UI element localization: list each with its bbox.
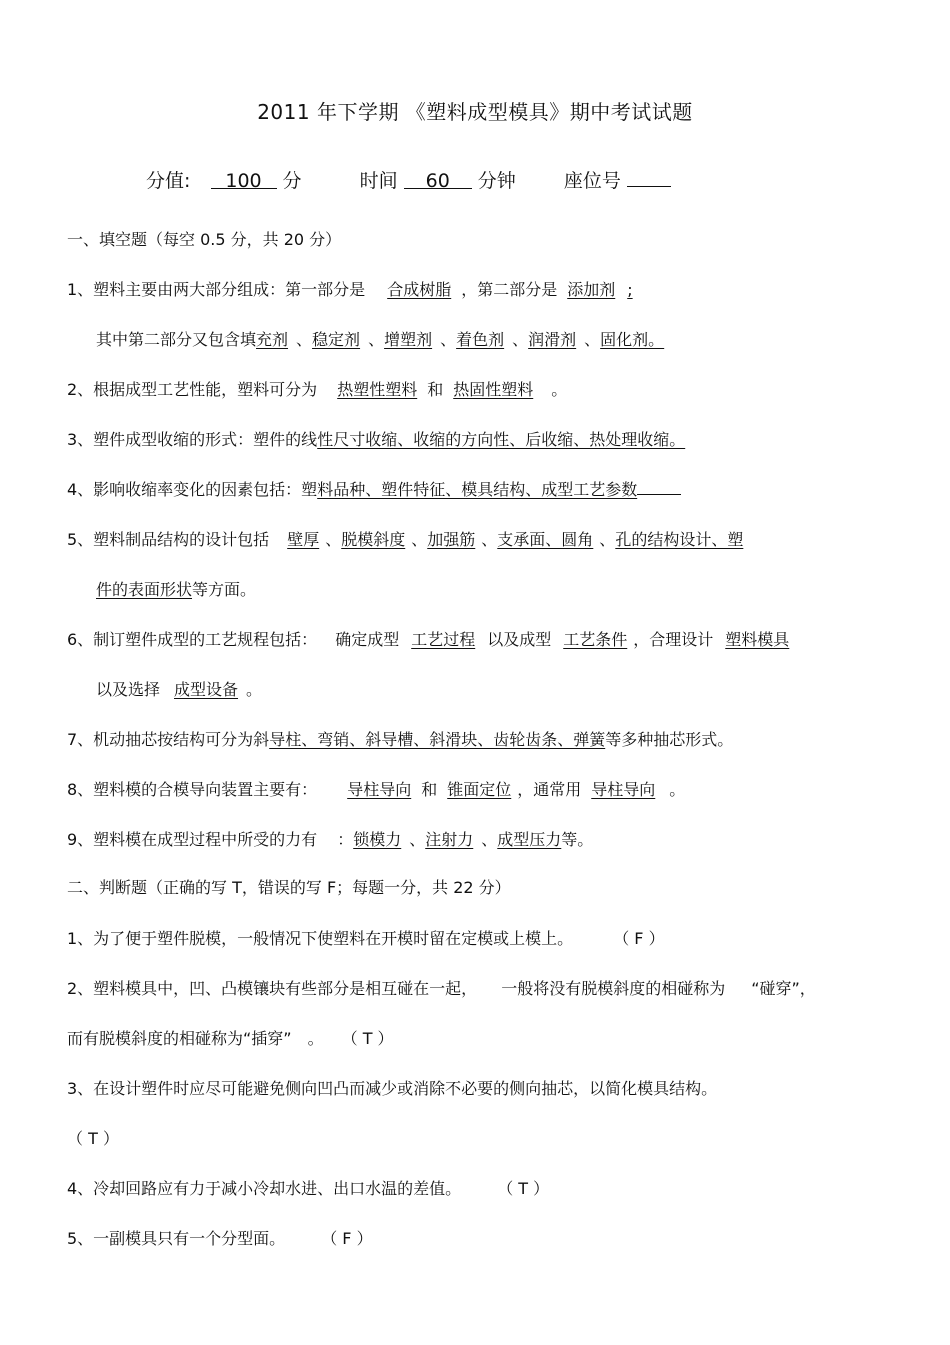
time-label: 时间 [359,170,398,192]
judgment-5: 5、一副模具只有一个分型面。 （ F ） [67,1229,373,1248]
answer-blank: 润滑剂 [528,330,577,349]
answer-blank: 增塑剂 [384,330,433,349]
answer-blank: 塑料模具 [725,630,790,649]
judgment-answer: （ F ） [613,929,665,948]
time-blank [404,170,472,192]
question-4: 4、影响收缩率变化的因素包括：塑料品种、塑件特征、模具结构、成型工艺参数 [67,478,890,502]
judgment-answer: （ F ） [321,1229,373,1248]
score-unit: 分 [282,170,302,192]
answer-blank: 壁厚 [287,530,320,549]
judgment-answer: （ T ） [497,1179,550,1198]
question-7: 7、机动抽芯按结构可分为斜导柱、弯销、斜导槽、斜滑块、齿轮齿条、弹簧等多种抽芯形式。 [67,730,734,749]
answer-blank: 导柱、弯销、斜导槽、斜滑块、齿轮齿条、弹簧 [269,730,606,749]
answer-blank: 工艺过程 [411,630,476,649]
section1-heading: 一、填空题（每空 0.5 分，共 20 分） [67,230,342,249]
question-5: 5、塑料制品结构的设计包括 壁厚 、脱模斜度 、加强筋 、支承面、圆角 、孔的结构设计、塑 [67,530,744,549]
answer-blank: 固化剂。 [600,330,665,349]
answer-blank: 成型设备 [174,680,239,699]
answer-blank: 热塑性塑料 [337,380,418,399]
question-6-continued: 以及选择 成型设备 。 [96,680,263,699]
answer-blank: 支承面、圆角 [497,530,594,549]
judgment-1: 1、为了便于塑件脱模，一般情况下使塑料在开模时留在定模或上模上。 （ F ） [67,929,665,948]
answer-blank: 锥面定位 [447,780,512,799]
answer-blank: 添加剂 [567,280,616,299]
answer-blank: 料品种、塑件特征、模具结构、成型工艺参数 [317,480,638,499]
answer-blank: 性尺寸收缩、收缩的方向性、后收缩、热处理收缩。 [317,430,686,449]
answer-blank: 工艺条件 [563,630,628,649]
answer-blank: 导柱导向 [591,780,656,799]
question-6: 6、制订塑件成型的工艺规程包括： 确定成型 工艺过程 以及成型 工艺条件 ，合理设计 塑料模具 [67,630,790,649]
time-value: 60 [425,170,450,192]
answer-blank: 脱模斜度 [341,530,406,549]
answer-blank: 注射力 [425,830,474,849]
judgment-answer: （ T ） [341,1029,394,1048]
judgment-answer: （ T ） [67,1129,119,1148]
seat-label: 座位号 [563,170,621,192]
answer-blank: 孔的结构设计、塑 [615,530,744,549]
judgment-2-continued: 而有脱模斜度的相碰称为“插穿” 。 （ T ） [67,1029,394,1048]
judgment-3: 3、在设计塑件时应尽可能避免侧向凹凸而减少或消除不必要的侧向抽芯，以简化模具结构。 [67,1079,718,1098]
question-2: 2、根据成型工艺性能，塑料可分为 热塑性塑料 和 热固性塑料 。 [67,380,568,399]
page-title: 2011 年下学期 《塑料成型模具》期中考试试题 [257,100,693,124]
time-unit: 分钟 [477,170,516,192]
question-1: 1、塑料主要由两大部分组成：第一部分是 合成树脂 ，第二部分是 添加剂 ; [67,280,633,299]
score-value: 100 [225,170,262,192]
judgment-2: 2、塑料模具中，凹、凸模镶块有些部分是相互碰在一起， 一般将没有脱模斜度的相碰称为 “碰穿”， [67,979,816,998]
answer-blank: 成型压力 [497,830,562,849]
answer-blank: 热固性塑料 [453,380,534,399]
answer-blank: 合成树脂 [387,280,452,299]
seat-blank [627,168,671,187]
score-blank [211,170,277,192]
section2-heading: 二、判断题（正确的写 T，错误的写 F；每题一分，共 22 分） [67,878,511,897]
exam-meta [146,166,671,193]
answer-blank: 件的表面形状 [96,580,193,599]
answer-blank: 锁模力 [353,830,402,849]
question-1-continued: 其中第二部分又包含填充剂 、稳定剂 、增塑剂 、着色剂 、润滑剂 、固化剂。 [96,330,665,349]
judgment-3-continued [67,1127,890,1151]
question-5-continued: 件的表面形状等方面。 [96,580,257,599]
score-label: 分值: [146,170,191,192]
answer-blank: 加强筋 [427,530,476,549]
answer-blank: 稳定剂 [312,330,361,349]
judgment-4: 4、冷却回路应有力于减小冷却水进、出口水温的差值。 （ T ） [67,1179,550,1198]
answer-blank: 着色剂 [456,330,505,349]
question-9: 9、塑料模在成型过程中所受的力有 ：锁模力 、注射力 、成型压力等。 [67,830,594,849]
answer-blank: 充剂 [256,330,289,349]
answer-blank: 导柱导向 [347,780,412,799]
question-8: 8、塑料模的合模导向装置主要有： 导柱导向 和 锥面定位 ，通常用 导柱导向 。 [67,780,686,799]
question-3: 3、塑件成型收缩的形式：塑件的线性尺寸收缩、收缩的方向性、后收缩、热处理收缩。 [67,430,686,449]
